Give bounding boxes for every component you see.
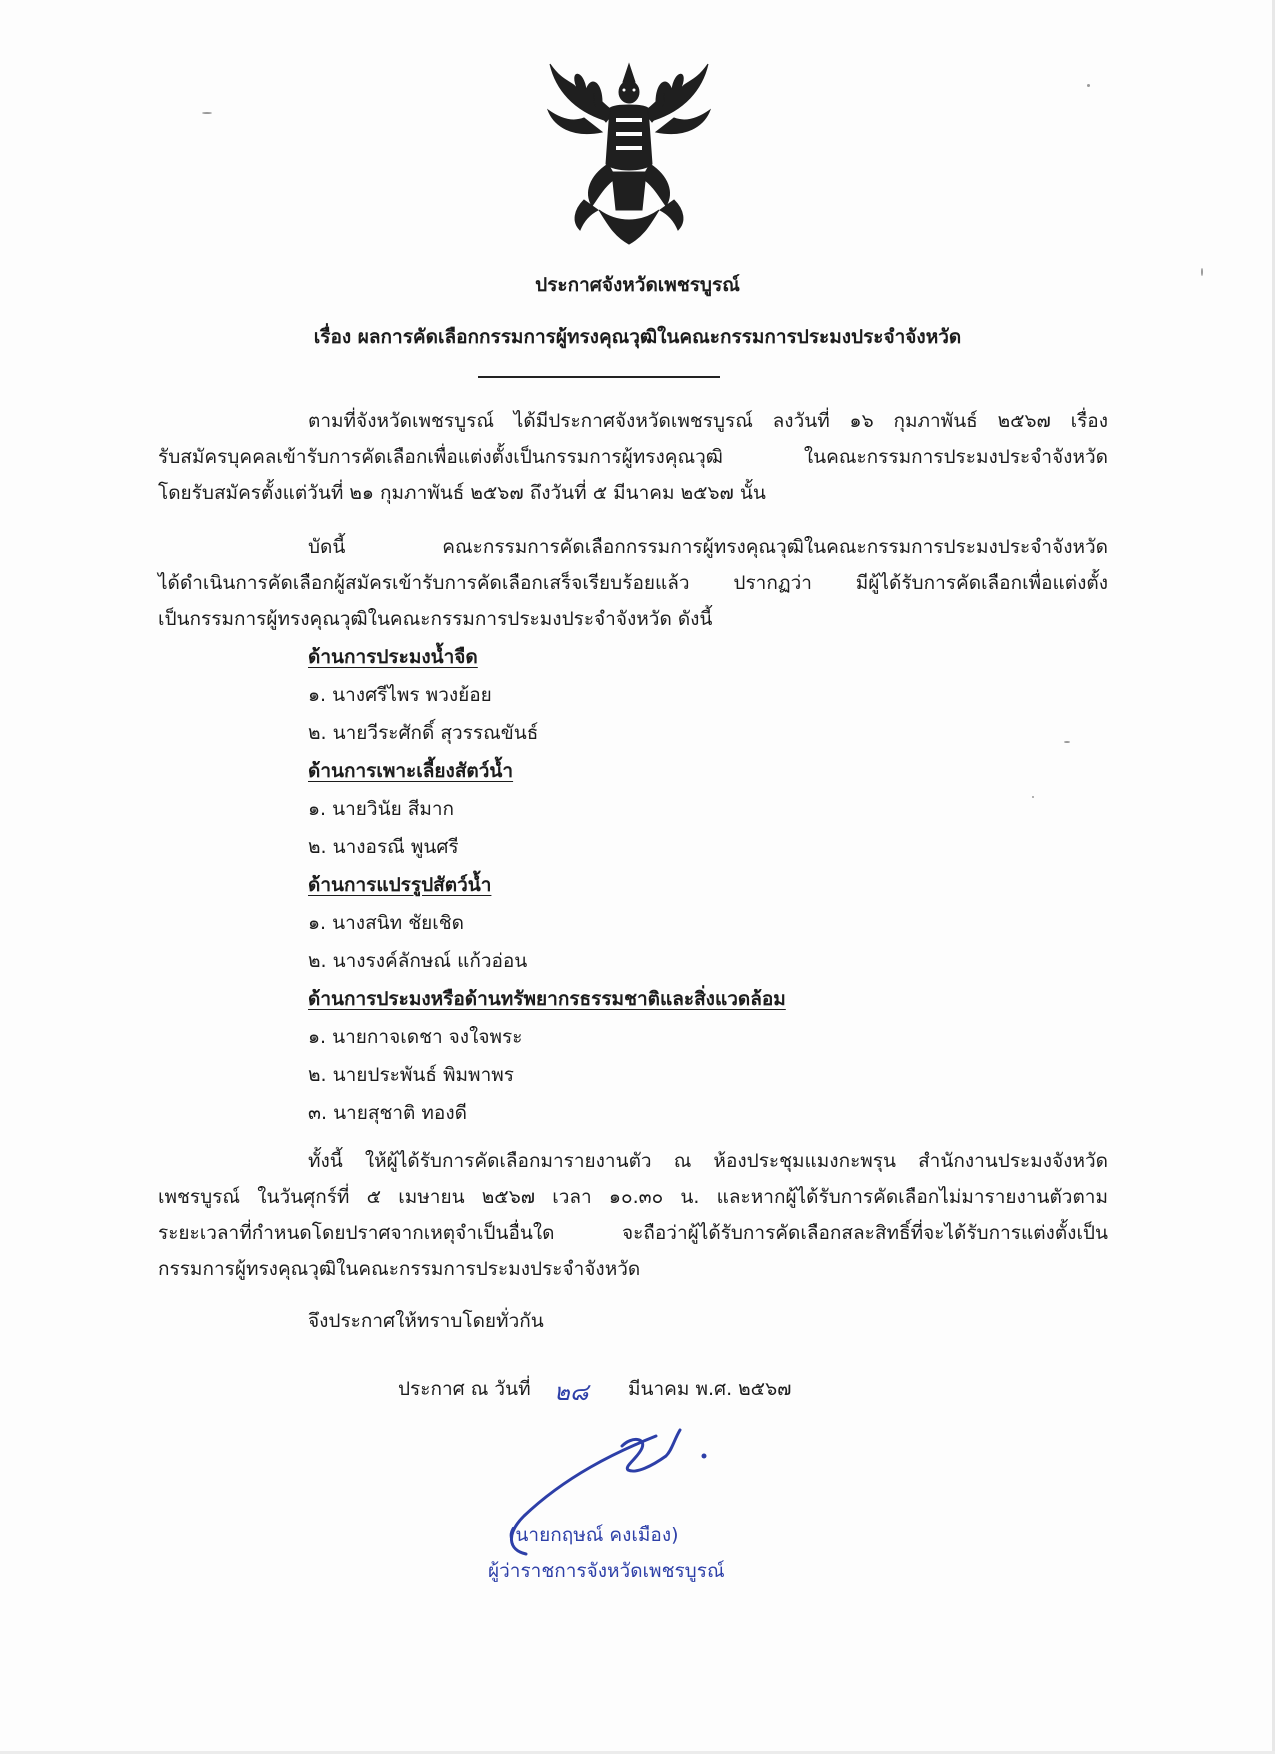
handwritten-day: ๒๘ xyxy=(554,1378,589,1406)
paragraph-2-line: ได้ดำเนินการคัดเลือกผู้สมัครเข้ารับการคัดเลือกเสร็จเรียบร้อยแล้ว ปรากฏว่า มีผู้ได้รับการคัดเลือกเพื่อแต่งตั้ง xyxy=(158,572,1108,594)
scan-speck xyxy=(1064,741,1070,743)
document-title: ประกาศจังหวัดเพชรบูรณ์ xyxy=(535,274,740,296)
title-divider xyxy=(478,376,720,378)
member-item: ๑. นายกาจเดชา จงใจพระ xyxy=(308,1026,523,1048)
group-heading: ด้านการประมงน้ำจืด xyxy=(308,646,478,668)
member-item: ๒. นายประพันธ์ พิมพาพร xyxy=(308,1064,514,1086)
member-item: ๑. นางสนิท ชัยเชิด xyxy=(308,912,464,934)
member-item: ๓. นายสุชาติ ทองดี xyxy=(308,1102,467,1124)
scan-speck xyxy=(1032,796,1034,798)
paragraph-3-line: ทั้งนี้ ให้ผู้ได้รับการคัดเลือกมารายงานตัว ณ ห้องประชุมแมงกะพรุน สำนักงานประมงจังหวัด xyxy=(308,1150,1108,1172)
date-suffix: มีนาคม พ.ศ. ๒๕๖๗ xyxy=(628,1378,792,1400)
member-item: ๑. นางศรีไพร พวงย้อย xyxy=(308,684,492,706)
signatory-title: ผู้ว่าราชการจังหวัดเพชรบูรณ์ xyxy=(488,1560,725,1582)
member-item: ๒. นางรงค์ลักษณ์ แก้วอ่อน xyxy=(308,950,528,972)
paragraph-1-line: โดยรับสมัครตั้งแต่วันที่ ๒๑ กุมภาพันธ์ ๒๕๖๗ ถึงวันที่ ๕ มีนาคม ๒๕๖๗ นั้น xyxy=(158,482,766,504)
scan-speck xyxy=(1087,84,1090,87)
scan-speck xyxy=(202,112,212,114)
paragraph-2-line: บัดนี้ คณะกรรมการคัดเลือกกรรมการผู้ทรงคุณวุฒิในคณะกรรมการประมงประจำจังหวัด xyxy=(308,536,1108,558)
date-prefix: ประกาศ ณ วันที่ xyxy=(398,1378,531,1400)
group-heading: ด้านการเพาะเลี้ยงสัตว์น้ำ xyxy=(308,760,514,782)
paragraph-2-line: เป็นกรรมการผู้ทรงคุณวุฒิในคณะกรรมการประมงประจำจังหวัด ดังนี้ xyxy=(158,608,713,630)
member-item: ๑. นายวินัย สีมาก xyxy=(308,798,455,820)
signatory-name: (นายกฤษณ์ คงเมือง) xyxy=(508,1524,679,1546)
paragraph-1-line: รับสมัครบุคคลเข้ารับการคัดเลือกเพื่อแต่งตั้งเป็นกรรมการผู้ทรงคุณวุฒิ ในคณะกรรมการประมงประจำจังหวัด xyxy=(158,446,1108,468)
paragraph-1-line: ตามที่จังหวัดเพชรบูรณ์ ได้มีประกาศจังหวัดเพชรบูรณ์ ลงวันที่ ๑๖ กุมภาพันธ์ ๒๕๖๗ เรื่อง xyxy=(308,410,1108,432)
paragraph-3-line: ระยะเวลาที่กำหนดโดยปราศจากเหตุจำเป็นอื่นใด จะถือว่าผู้ได้รับการคัดเลือกสละสิทธิ์ที่จะได้รับการแต่งตั้งเป็น xyxy=(158,1222,1108,1244)
document-subject: เรื่อง ผลการคัดเลือกกรรมการผู้ทรงคุณวุฒิในคณะกรรมการประมงประจำจังหวัด xyxy=(313,326,962,348)
closing-line: จึงประกาศให้ทราบโดยทั่วกัน xyxy=(308,1310,544,1332)
paragraph-3-line: เพชรบูรณ์ ในวันศุกร์ที่ ๕ เมษายน ๒๕๖๗ เวลา ๑๐.๓๐ น. และหากผู้ได้รับการคัดเลือกไม่มารายงานตัวตาม xyxy=(158,1186,1108,1208)
garuda-emblem-icon xyxy=(544,60,714,250)
paragraph-3-line: กรรมการผู้ทรงคุณวุฒิในคณะกรรมการประมงประจำจังหวัด xyxy=(158,1258,641,1280)
group-heading: ด้านการแปรรูปสัตว์น้ำ xyxy=(308,874,492,896)
member-item: ๒. นางอรณี พูนศรี xyxy=(308,836,459,858)
group-heading: ด้านการประมงหรือด้านทรัพยากรธรรมชาติและสิ่งแวดล้อม xyxy=(308,988,786,1010)
member-item: ๒. นายวีระศักดิ์ สุวรรณขันธ์ xyxy=(308,722,539,744)
